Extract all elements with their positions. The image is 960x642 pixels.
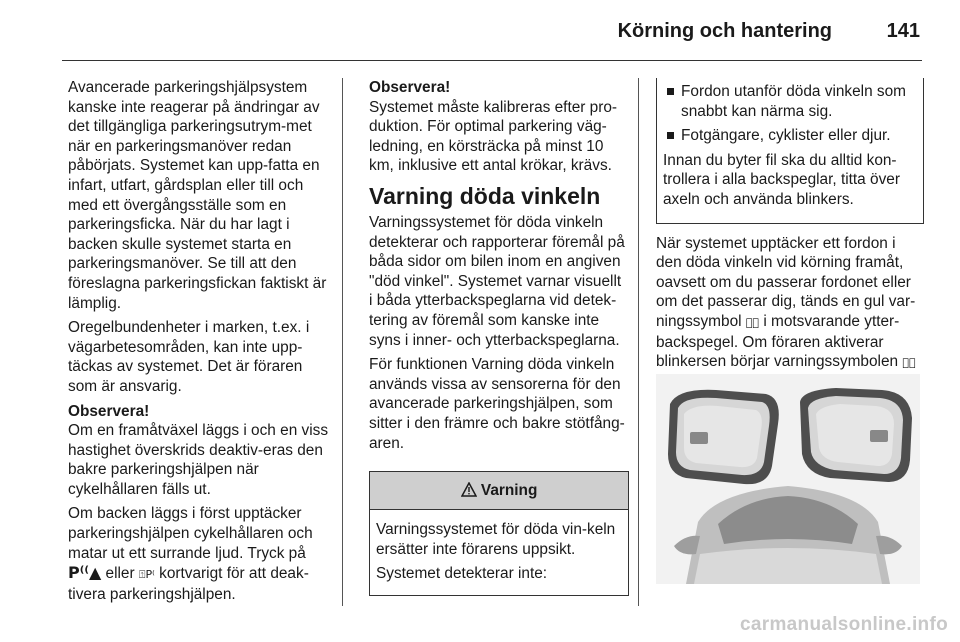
paragraph: Oregelbundenheter i marken, t.ex. i vägarbetesområden, kan inte upp-täckas av systemet. Det är föraren som är ansvarig. xyxy=(68,319,310,395)
blind-spot-icon: ⸗⃝ xyxy=(902,356,916,370)
note-text: Om en framåtväxel läggs i och en viss hastighet överskrids deaktiv-eras den bakre parkeringshjälpen när cykelhållaren fälls ut. xyxy=(68,422,329,498)
blind-spot-icon: ⸗⃝ xyxy=(745,315,760,329)
warning-header xyxy=(370,472,628,510)
mirror-illustration xyxy=(656,374,920,584)
paragraph xyxy=(68,504,330,604)
list-item: Fotgängare, cyklister eller djur. xyxy=(663,126,917,146)
page-header xyxy=(0,0,960,62)
page-number: 141 xyxy=(886,20,920,42)
text-fragment: i motsvarande ytter-backspegel. Om föraren aktiverar blinkersen börjar varningssymbolen xyxy=(656,312,900,371)
text-fragment: När systemet upptäcker ett fordon i den döda vinkeln vid körning framåt, oavsett om du passerar fordonet eller om det passerar dig, tänds en gul var-ningssymbol xyxy=(656,234,916,330)
paragraph: För funktionen Varning döda vinkeln används vissa av sensorerna för den avancerade parkeringshjälpen, som sitter i den främre och bakre stötfång-aren. xyxy=(369,356,625,452)
watermark: carmanualsonline.info xyxy=(740,614,948,635)
header-divider xyxy=(62,60,922,61)
park-assist-icon: P⁽⁽▲ xyxy=(68,563,102,583)
column-2 xyxy=(369,78,626,596)
text-fragment: eller xyxy=(105,565,135,583)
column-1 xyxy=(68,78,330,609)
section-heading: Varning döda vinkeln xyxy=(369,182,601,209)
advanced-park-assist-icon: ⍐P⁽ xyxy=(138,568,155,582)
warning-text: Varningssystemet för döda vin-keln ersätter inte förarens uppsikt. xyxy=(376,521,616,558)
warning-box-continued xyxy=(656,78,924,224)
warning-triangle-icon xyxy=(461,482,477,497)
paragraph: Avancerade parkeringshjälpsystem kanske inte reagerar på ändringar av det tillgängliga parkeringsutrym-met när en parkeringsmanöver redan påbörjats. Systemet kan upp-fatta en infart, utfart, gårdsplan eller till och med ett övergångsställe som en parkeringsficka. När du har lagt i backen skulle systemet starta en parkeringsmanöver. Se till att den föreslagna parkeringsfickan faktiskt är lämplig. xyxy=(68,79,327,312)
column-divider-1 xyxy=(342,78,343,606)
text-fragment: Om backen läggs i först upptäcker parkeringshjälpen cykelhållaren och matar ut ett surrande ljud. Tryck på xyxy=(68,505,313,562)
warning-title: Varning xyxy=(480,482,538,500)
warning-text: Systemet detekterar inte: xyxy=(376,565,548,583)
list-item: Fordon utanför döda vinkeln som snabbt kan närma sig. xyxy=(663,82,917,121)
note-label: Observera! xyxy=(369,79,451,96)
paragraph: Varningssystemet för döda vinkeln detekterar och rapporterar föremål på båda sidor om bilen inom en angiven "död vinkel". Systemet varnar visuellt i båda ytterbackspeglarna vid detek-tering av föremål som kanske inte syns i inner- och ytterbackspeglarna. xyxy=(369,213,625,349)
note-label: Observera! xyxy=(68,402,150,420)
car-mirrors-illustration xyxy=(656,374,920,584)
text-fragment: kortvarigt för att deak-tivera parkeringshjälpen. xyxy=(68,565,309,603)
paragraph xyxy=(656,234,924,393)
note-text: Systemet måste kalibreras efter pro-duktion. För optimal parkering väg-ledning, en körsträcka på minst 10 km, inklusive ett antal krökar, krävs. xyxy=(369,98,618,175)
column-3 xyxy=(656,78,924,397)
column-divider-2 xyxy=(638,78,639,606)
warning-box xyxy=(369,471,629,596)
warning-body xyxy=(370,510,628,595)
header-title: Körning och hantering xyxy=(617,20,832,42)
warning-text: Innan du byter fil ska du alltid kon-trollera i alla backspeglar, titta över axeln och använda blinkers. xyxy=(663,151,900,208)
